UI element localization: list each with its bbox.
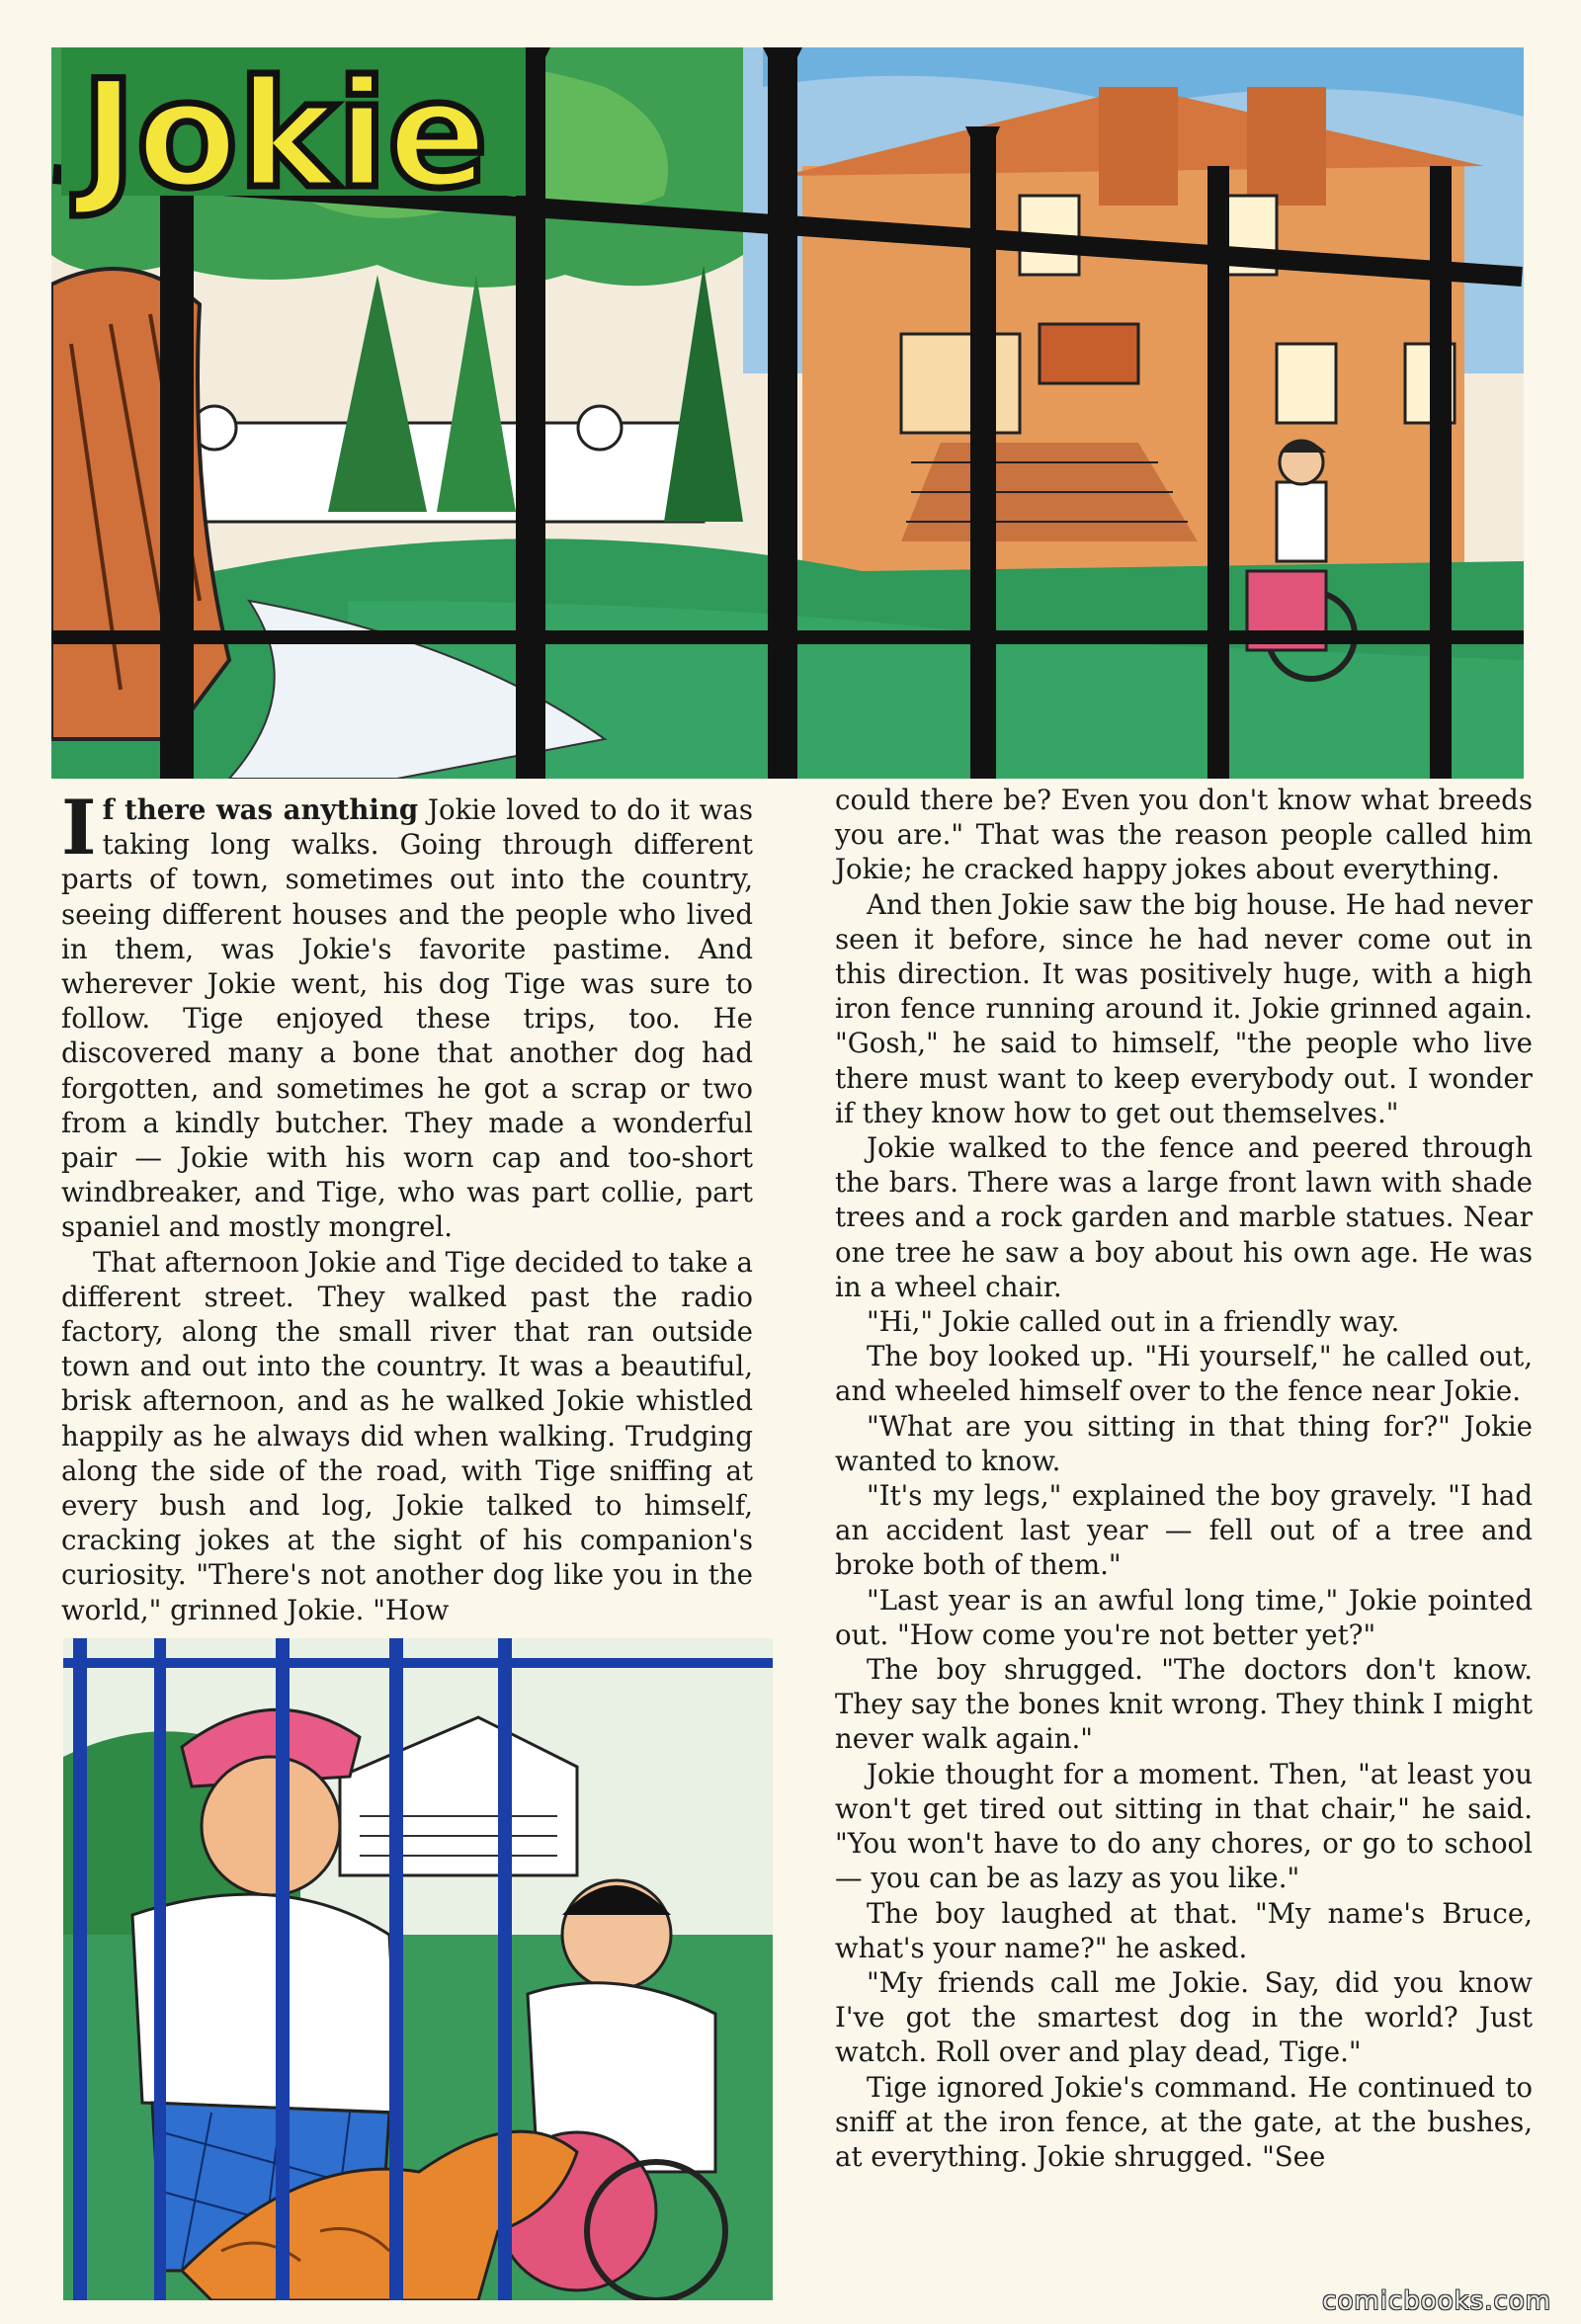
lead-in: f there was anything [102,793,419,826]
story-paragraph: "My friends call me Jokie. Say, did you know I've got the smartest dog in the world? Just watch. Roll over and play dead, Tige." [835,1965,1533,2069]
story-paragraph: The boy shrugged. "The doctors don't know. They say the bones knit wrong. They think I might never walk again." [835,1653,1533,1756]
story-paragraph: And then Jokie saw the big house. He had never seen it before, since he had never come out in this direction. It was positively huge, with a high iron fence running around it. Jokie grinned again. "Gosh," he said to himself, "the people who live there must want to keep everybody out. I wonder if they know how to get out themselves." [835,887,1533,1129]
story-paragraph [61,784,754,1245]
jokie-title-logo [61,47,526,221]
story-paragraph: Jokie walked to the fence and peered through the bars. There was a large front lawn with shade trees and a rock garden and marble statues. Near one tree he saw a boy about his own age. He was in a wheel chair. [835,1131,1533,1303]
dropcap: I [61,784,97,872]
title-text: Jokie [81,49,488,221]
mansion-fence-illustration [51,47,1524,779]
story-paragraph: The boy looked up. "Hi yourself," he called out, and wheeled himself over to the fence near Jokie. [835,1340,1533,1408]
story-paragraph: "It's my legs," explained the boy gravely. "I had an accident last year — fell out of a tree and broke both of them." [835,1479,1533,1582]
story-paragraph: "What are you sitting in that thing for?" Jokie wanted to know. [835,1409,1533,1477]
story-paragraph: "Hi," Jokie called out in a friendly way. [867,1305,1400,1339]
paragraph-text: Jokie loved to do it was taking long walks. Going through different parts of town, sometimes out into the country, seeing different houses and the people who lived in them, was Jokie's favorite pastime. And wherever Jokie went, his dog Tige was sure to follow. Tige enjoyed these trips, too. He discovered many a bone that another dog had forgotten, and sometimes he got a scrap or two from a kindly butcher. They made a wonderful pair — Jokie with his worn cap and too-short windbreaker, and Tige, who was part collie, part spaniel and mostly mongrel. [61,793,754,1244]
story-column-right [835,783,1533,2174]
story-paragraph: That afternoon Jokie and Tige decided to take a different street. They walked past the radio factory, along the small river that ran outside town and out into the country. It was a beautiful, brisk afternoon, and as he walked Jokie whistled happily as he always did when walking. Trudging along the side of the road, with Tige sniffing at every bush and log, Jokie talked to himself, cracking jokes at the sight of his companion's curiosity. "There's not another dog like you in the world," grinned Jokie. "How [61,1245,753,1626]
boys-at-fence-illustration [63,1638,773,2300]
story-paragraph: The boy laughed at that. "My name's Bruce, what's your name?" he asked. [835,1896,1533,1964]
story-paragraph: Tige ignored Jokie's command. He continued to sniff at the iron fence, at the gate, at the bushes, at everything. Jokie shrugged. "See [835,2070,1533,2173]
story-paragraph: "Last year is an awful long time," Jokie pointed out. "How come you're not better yet?" [835,1583,1533,1651]
story-column-left [61,784,754,1627]
story-paragraph: could there be? Even you don't know what breeds you are." That was the reason people called him Jokie; he cracked happy jokes about everything. [835,784,1533,886]
site-watermark: comicbooks.com [1322,2286,1551,2316]
mansion [783,87,1484,581]
top-illustration-panel [51,47,1524,779]
bottom-illustration-panel [63,1638,773,2300]
story-paragraph: Jokie thought for a moment. Then, "at least you won't get tired out sitting in that chair," he said. "You won't have to do any chores, or go to school — you can be as lazy as you like." [835,1757,1533,1895]
